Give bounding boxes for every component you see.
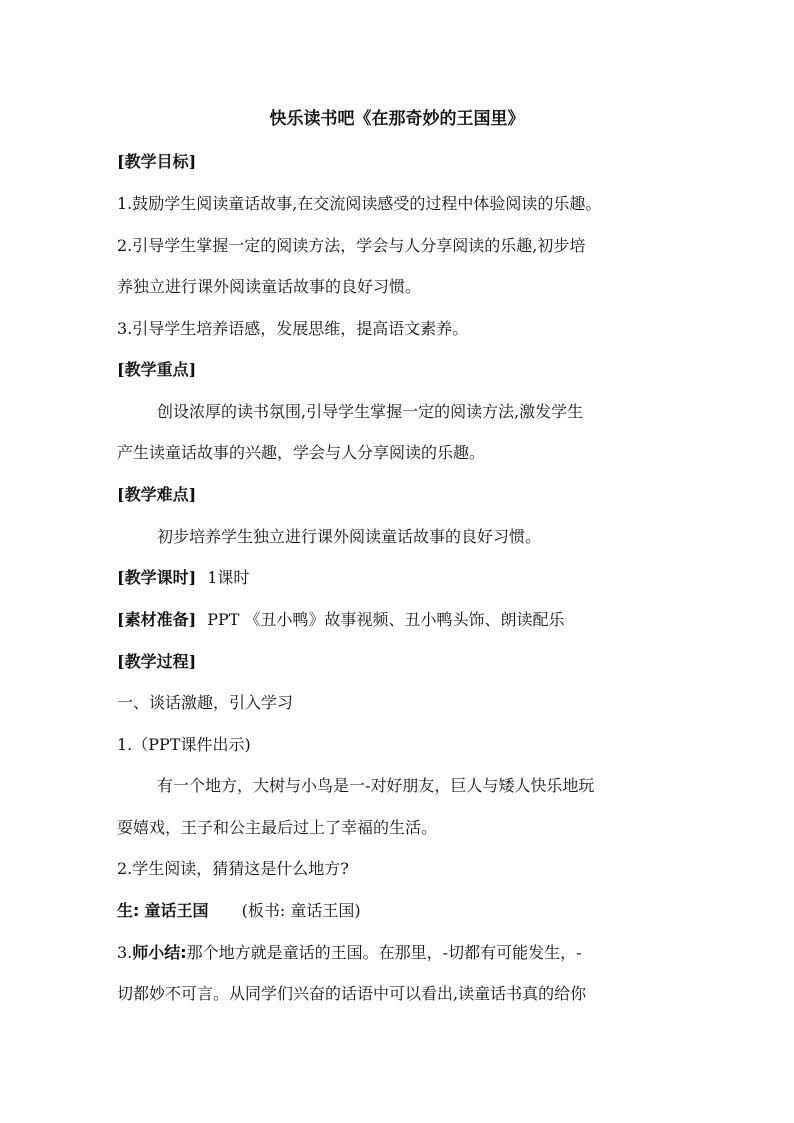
step-1-text-line-2: 耍嬉戏，王子和公主最后过上了幸福的生活。 [117,818,438,837]
section-1-heading: 一、谈话激趣，引入学习 [117,693,294,712]
difficulty-heading: [教学难点] [117,485,197,504]
step-3-line-1 [117,940,694,963]
materials-text: PPT 《丑小鸭》故事视频、丑小鸭头饰、朗读配乐 [207,610,565,629]
objectives-heading: [教学目标] [117,152,197,171]
document-title: 快乐读书吧《在那奇妙的王国里》 [269,109,525,129]
key-points-line-1: 创设浓厚的读书氛围,引导学生掌握一定的阅读方法,激发学生 [157,402,584,421]
step-1-text-line-1: 有一个地方，大树与小鸟是一-对好朋友，巨人与矮人快乐地玩 [157,776,595,795]
key-points-line-2: 产生读童话故事的兴趣，学会与人分享阅读的乐趣。 [117,443,486,462]
hours-text: 1课时 [207,568,250,587]
student-label: 生: [117,901,140,920]
difficulty-text: 初步培养学生独立进行课外阅读童话故事的良好习惯。 [157,527,542,546]
key-points-heading: [教学重点] [117,360,197,379]
teacher-summary-label: 师小结: [132,943,187,962]
step-3-text-line-2: 切都妙不可言。从同学们兴奋的话语中可以看出,读童话书真的给你 [117,984,587,1003]
hours-heading: [教学课时] [117,568,197,587]
step-3-text-line-1: 那个地方就是童话的王国。在那里，-切都有可能发生，- [186,943,582,962]
materials-heading: [素材准备] [117,610,197,629]
step-1: 1.（PPT课件出示) [117,735,251,754]
objective-1: 1.鼓励学生阅读童话故事,在交流阅读感受的过程中体验阅读的乐趣。 [117,194,602,213]
step-3-number: 3. [117,943,133,962]
student-answer-row [117,898,694,921]
materials-row [117,607,694,630]
objective-2-line-1: 2.引导学生掌握一定的阅读方法，学会与人分享阅读的乐趣,初步培 [117,236,586,255]
board-note: (板书: 童话王国) [241,901,361,920]
hours-row [117,565,694,588]
step-2: 2.学生阅读，猜猜这是什么地方? [117,859,349,878]
process-heading: [教学过程] [117,652,197,671]
student-answer: 童话王国 [144,901,209,920]
objective-2-line-2: 养独立进行课外阅读童话故事的良好习惯。 [117,277,422,296]
objective-3: 3.引导学生培养语感，发展思维，提高语文素养。 [117,319,469,338]
